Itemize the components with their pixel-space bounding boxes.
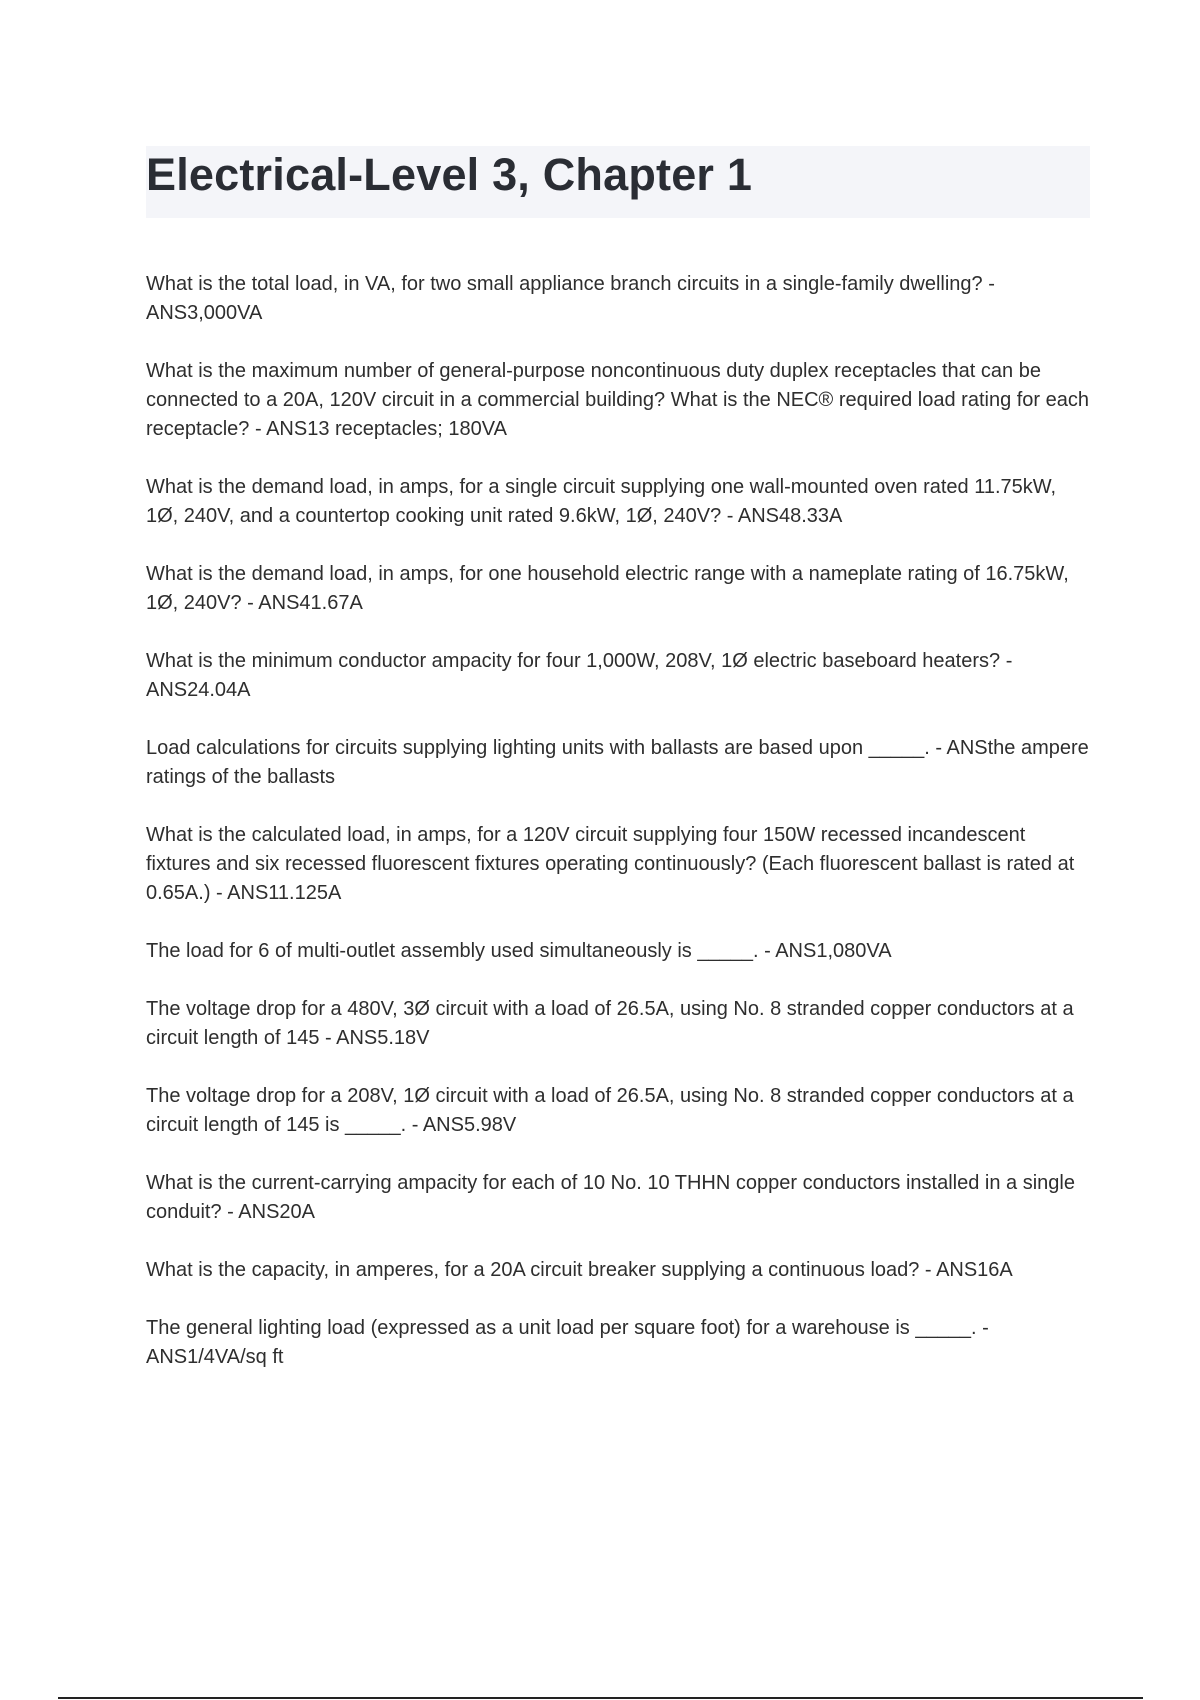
answer-text: ANS1/4VA/sq ft — [146, 1346, 284, 1368]
qa-item — [146, 821, 1090, 908]
qa-item — [146, 1169, 1090, 1227]
qa-list — [146, 270, 1090, 1401]
page-title: Electrical-Level 3, Chapter 1 — [146, 149, 753, 200]
answer-text: ANS1,080VA — [775, 940, 892, 962]
qa-item — [146, 357, 1090, 444]
footer-divider — [58, 1697, 1143, 1699]
answer-text: ANS5.18V — [336, 1027, 430, 1049]
question-text: What is the current-carrying ampacity for each of 10 No. 10 THHN copper conductors installed in a single conduit? - — [146, 1172, 1075, 1223]
question-text: What is the calculated load, in amps, for a 120V circuit supplying four 150W recessed incandescent fixtures and six recessed fluorescent fixtures operating continuously? (Each fluorescent ballast is rated at 0.65A.) - — [146, 824, 1075, 904]
qa-item — [146, 1082, 1090, 1140]
question-text: What is the maximum number of general-purpose noncontinuous duty duplex receptacles that can be connected to a 20A, 120V circuit in a commercial building? What is the NEC® required load rating for each receptacle? - — [146, 360, 1090, 440]
question-text: What is the capacity, in amperes, for a 20A circuit breaker supplying a continuous load? - — [146, 1259, 937, 1281]
question-text: The general lighting load (expressed as a unit load per square foot) for a warehouse is _____. - — [146, 1317, 989, 1339]
qa-item — [146, 1256, 1090, 1285]
qa-item — [146, 937, 1090, 966]
answer-text: ANS5.98V — [422, 1114, 517, 1136]
answer-text: ANS48.33A — [737, 505, 843, 527]
answer-text: ANS20A — [238, 1201, 316, 1223]
qa-item — [146, 734, 1090, 792]
question-text: The voltage drop for a 208V, 1Ø circuit with a load of 26.5A, using No. 8 stranded copper conductors at a circuit length of 145 is _____. - — [146, 1085, 1074, 1136]
question-text: What is the demand load, in amps, for one household electric range with a nameplate rating of 16.75kW, 1Ø, 240V? - — [146, 563, 1069, 614]
question-text: Load calculations for circuits supplying lighting units with ballasts are based upon _____. - — [146, 737, 947, 759]
qa-item — [146, 1314, 1090, 1372]
question-text: What is the minimum conductor ampacity for four 1,000W, 208V, 1Ø electric baseboard heaters? - — [146, 650, 1013, 672]
question-text: The load for 6 of multi-outlet assembly used simultaneously is _____. - — [146, 940, 776, 962]
question-text: The voltage drop for a 480V, 3Ø circuit with a load of 26.5A, using No. 8 stranded copper conductors at a circuit length of 145 - — [146, 998, 1074, 1049]
answer-text: ANS24.04A — [146, 679, 251, 701]
question-text: What is the demand load, in amps, for a single circuit supplying one wall-mounted oven rated 11.75kW, 1Ø, 240V, and a countertop cooking unit rated 9.6kW, 1Ø, 240V? - — [146, 476, 1057, 527]
qa-item — [146, 270, 1090, 328]
answer-text: ANS11.125A — [227, 882, 342, 904]
qa-item — [146, 995, 1090, 1053]
answer-text: ANS16A — [936, 1259, 1013, 1281]
qa-item — [146, 647, 1090, 705]
qa-item — [146, 560, 1090, 618]
answer-text: ANS3,000VA — [146, 302, 263, 324]
answer-text: ANS13 receptacles; 180VA — [266, 418, 507, 440]
qa-item — [146, 473, 1090, 531]
answer-text: ANS41.67A — [258, 592, 363, 614]
answer-text: ANSthe ampere ratings of the ballasts — [146, 737, 1089, 788]
question-text: What is the total load, in VA, for two small appliance branch circuits in a single-family dwelling? - — [146, 273, 995, 295]
